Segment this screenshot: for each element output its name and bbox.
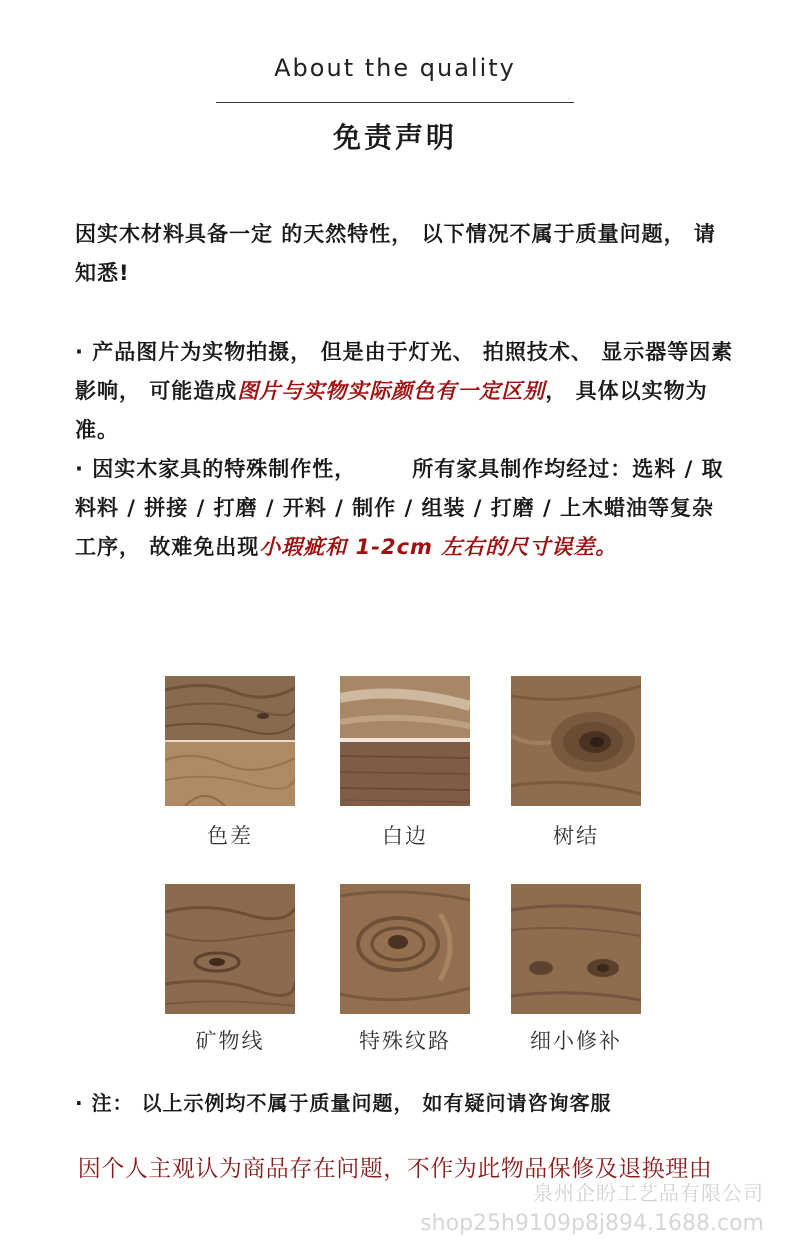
point-photo-color-text: · 产品图片为实物拍摄， 但是由于灯光、 拍照技术、 显示器等因素影响， 可能造成 <box>75 340 734 403</box>
sample-image-mineral-line <box>165 884 295 1014</box>
sample-caption: 树结 <box>553 824 599 848</box>
sample-caption: 细小修补 <box>530 1029 622 1053</box>
company-watermark: 泉州企盼工艺品有限公司 <box>533 1181 764 1205</box>
sample-image-special-grain <box>340 884 470 1014</box>
title-divider <box>216 102 574 103</box>
shop-url-watermark: shop25h9109p8j894.1688.com <box>420 1211 764 1236</box>
sample-image-small-repair <box>511 884 641 1014</box>
point-craftsmanship <box>75 450 735 567</box>
sample-caption: 特殊纹路 <box>359 1029 451 1053</box>
point-craftsmanship-text: 所有家具制作均经过：选料 / 取料料 / 拼接 / 打磨 / 开料 / 制作 / 组装 / 打磨 / 上木蜡油等复杂工序， 故难免出现 <box>75 457 724 559</box>
point-photo-color-highlight: 图片与实物实际颜色有一定区别 <box>237 379 546 403</box>
point-craftsmanship-highlight: 小瑕疵和 1-2cm 左右的尺寸误差。 <box>259 535 618 559</box>
intro-paragraph: 因实木材料具备一定 的天然特性， 以下情况不属于质量问题， 请知悉! <box>75 222 716 285</box>
point-photo-color <box>75 333 735 450</box>
sample-image-white-edge <box>340 676 470 806</box>
note-text: · 注： 以上示例均不属于质量问题， 如有疑问请咨询客服 <box>75 1091 612 1115</box>
sample-image-color-difference <box>165 676 295 806</box>
page-title-english: About the quality <box>274 54 516 82</box>
sample-caption: 白边 <box>382 824 428 848</box>
point-photo-color-tail: ， 具体以实物为准。 <box>75 379 708 442</box>
sample-image-knot <box>511 676 641 806</box>
point-craftsmanship-lead: · 因实木家具的特殊制作性， <box>75 457 357 481</box>
page-title: 免责声明 <box>332 121 457 154</box>
return-policy-disclaimer: 因个人主观认为商品存在问题，不作为此物品保修及退换理由 <box>77 1156 713 1182</box>
sample-caption: 色差 <box>207 824 253 848</box>
sample-caption: 矿物线 <box>195 1029 265 1053</box>
